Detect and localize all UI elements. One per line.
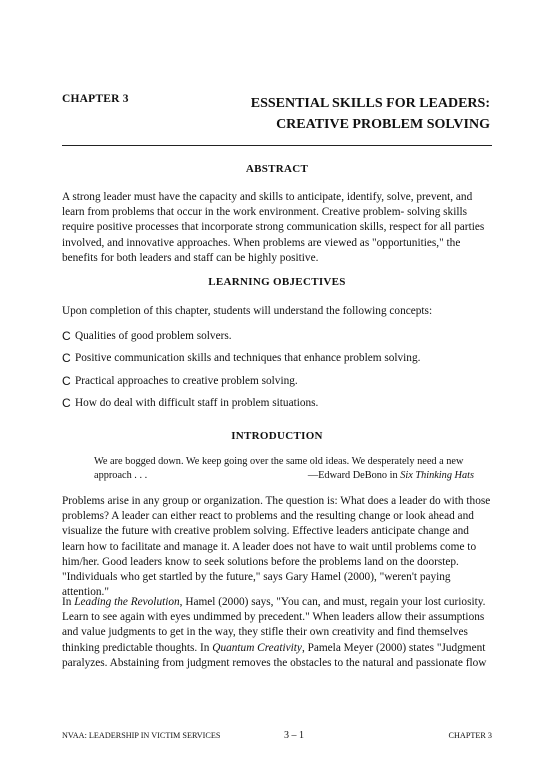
objectives-list xyxy=(62,329,492,418)
list-item-text: Positive communication skills and techniques that enhance problem solving. xyxy=(75,352,421,365)
page-number: 3 – 1 xyxy=(284,730,304,741)
epigraph-author: —Edward DeBono in xyxy=(307,470,401,481)
list-item xyxy=(62,374,492,396)
list-item-text: Qualities of good problem solvers. xyxy=(75,330,232,342)
header-divider xyxy=(62,145,492,146)
list-item-text: Practical approaches to creative problem solving. xyxy=(75,374,298,387)
objectives-intro: Upon completion of this chapter, students will understand the following concepts: xyxy=(62,305,433,317)
list-item-text: How do deal with difficult staff in problem situations. xyxy=(75,396,319,409)
chapter-title xyxy=(251,93,490,135)
epigraph xyxy=(94,455,474,483)
abstract-heading: ABSTRACT xyxy=(245,163,309,175)
chapter-title-line-2: CREATIVE PROBLEM SOLVING xyxy=(276,117,490,132)
para2-text-a: In xyxy=(62,596,75,608)
chapter-label: CHAPTER 3 xyxy=(62,93,129,105)
epigraph-source: Six Thinking Hats xyxy=(400,470,474,481)
bullet-mark: C xyxy=(62,351,71,366)
list-item xyxy=(62,329,492,351)
abstract-text: A strong leader must have the capacity and skills to anticipate, identify, solve, prevent, and learn from problems that occur in the work environment. Creative problem- solving skills require positive processes that incorporate strong communication skills, respect for all parties involved, and innovative approaches. When problems are viewed as "opportunities," the benefits for both leaders and staff can be highly positive. xyxy=(62,191,485,264)
para2-text-c: , Pamela Meyer (2000) states "Judgment paralyzes. Abstaining from judgment removes the obstacles to the natural and passionate flow xyxy=(62,641,487,669)
footer-right: CHAPTER 3 xyxy=(448,731,492,740)
list-item xyxy=(62,396,492,418)
chapter-title-line-1: ESSENTIAL SKILLS FOR LEADERS: xyxy=(250,96,490,111)
list-item xyxy=(62,351,492,373)
epigraph-text: We are bogged down. We keep going over the same old ideas. We desperately need a new approach . . . xyxy=(94,456,464,481)
book-title-leading-the-revolution: Leading the Revolution xyxy=(74,596,180,608)
para2-text-b: , Hamel (2000) says, "You can, and must, regain your lost curiosity. Learn to see again with eyes undimmed by precedent." When leaders allow their assumptions and value judgments to get in the way, they stifle their own creativity and find themselves thinking predictable thoughts. In xyxy=(62,596,486,654)
introduction-heading: INTRODUCTION xyxy=(231,430,323,442)
bullet-mark: C xyxy=(62,373,71,388)
bullet-mark: C xyxy=(62,395,71,410)
bullet-mark: C xyxy=(62,329,71,343)
objectives-heading: LEARNING OBJECTIVES xyxy=(208,276,346,288)
footer-left: NVAA: LEADERSHIP IN VICTIM SERVICES xyxy=(62,731,221,740)
intro-paragraph-2 xyxy=(62,595,494,671)
intro-paragraph-1: Problems arise in any group or organization. The question is: What does a leader do with those problems? A leader can either react to problems and the resulting change or look ahead and visualize the future with creative problem solving. Effective leaders anticipate change and learn how to facilitate and manage it. A leader does not have to wait until problems come to him/her. Good leaders know to seek solutions before the problems land on the doorstep. "Individuals who get startled by the future," says Gary Hamel (2000), "weren't paying attention." xyxy=(62,495,491,599)
book-title-quantum-creativity: Quantum Creativity xyxy=(212,641,302,654)
epigraph-attribution xyxy=(94,469,474,483)
